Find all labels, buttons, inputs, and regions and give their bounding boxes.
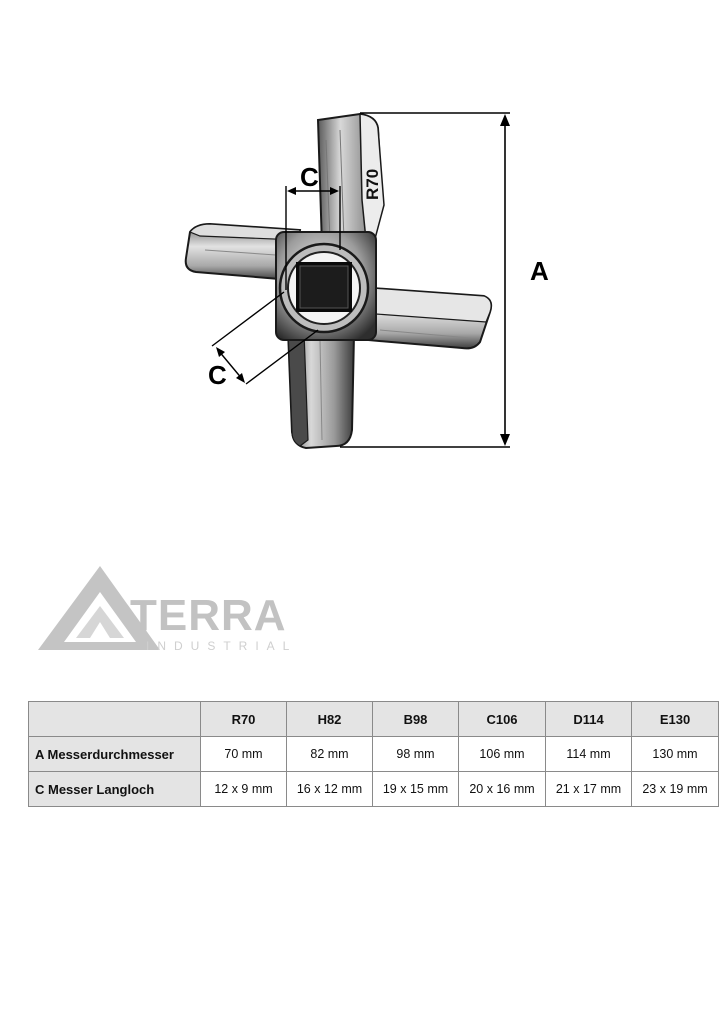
table-cell: 82 mm	[287, 737, 373, 772]
table-header-cell: C106	[459, 702, 546, 737]
table-row	[29, 737, 719, 772]
blade-wing-top	[318, 114, 384, 250]
table-cell: 98 mm	[373, 737, 459, 772]
logo-wordmark: TERRA	[130, 591, 287, 640]
table-header-cell: D114	[546, 702, 632, 737]
blade-wing-right	[368, 288, 491, 348]
table-header-cell: E130	[632, 702, 719, 737]
table-cell: 106 mm	[459, 737, 546, 772]
table-header-cell: B98	[373, 702, 459, 737]
table-cell: 21 x 17 mm	[546, 772, 632, 807]
dimension-label-c-top: C	[300, 162, 319, 192]
table-cell: 12 x 9 mm	[201, 772, 287, 807]
table-cell: 130 mm	[632, 737, 719, 772]
terra-industrial-logo	[36, 562, 336, 654]
blade-wing-bottom	[288, 330, 354, 448]
dimension-label-c-side: C	[208, 360, 227, 390]
spec-table	[28, 701, 719, 807]
blade-drawing	[0, 0, 725, 470]
table-header-cell: R70	[201, 702, 287, 737]
table-cell: 16 x 12 mm	[287, 772, 373, 807]
row-label-slot: C Messer Langloch	[29, 772, 201, 807]
table-cell: 70 mm	[201, 737, 287, 772]
logo-subword: INDUSTRIAL	[146, 639, 298, 653]
blade-engraving: R70	[363, 168, 382, 200]
table-cell: 114 mm	[546, 737, 632, 772]
blade-hub	[276, 232, 376, 340]
table-cell: 23 x 19 mm	[632, 772, 719, 807]
table-header-corner	[29, 702, 201, 737]
table-header-cell: H82	[287, 702, 373, 737]
table-header-row	[29, 702, 719, 737]
table-row	[29, 772, 719, 807]
dimension-label-a: A	[530, 256, 549, 286]
row-label-diameter: A Messerdurchmesser	[29, 737, 201, 772]
table-cell: 20 x 16 mm	[459, 772, 546, 807]
table-cell: 19 x 15 mm	[373, 772, 459, 807]
